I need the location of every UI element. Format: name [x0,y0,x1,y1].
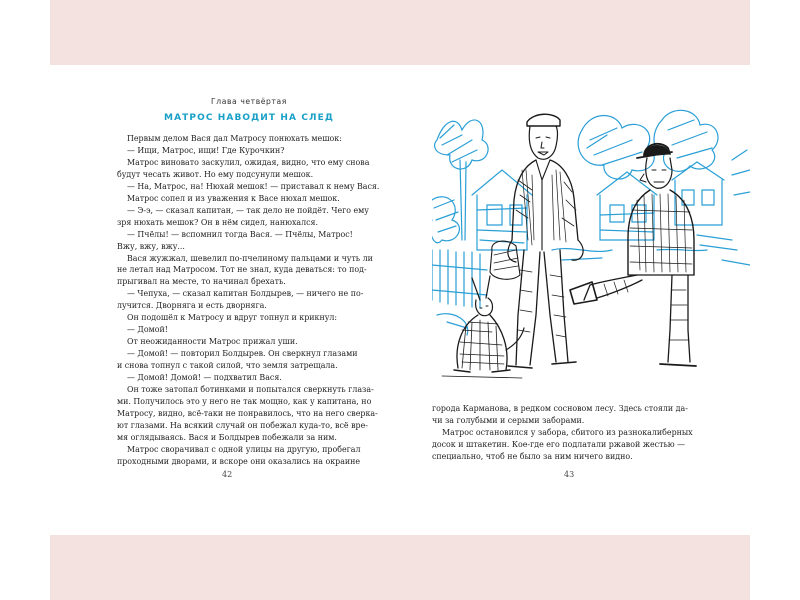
text-line: Вжу, вжу, вжу... [117,241,185,251]
text-line: Первым делом Вася дал Матросу понюхать мешок: [127,134,342,143]
text-line: зря нюхать мешок? Он в нём сидел, нанюхался. [117,217,319,227]
text-line: будут чесать живот. Но ему подсунули мешок. [117,169,314,179]
text-line: Он тоже затопал ботинками и попытался сверкнуть глаза- [127,385,374,395]
text-line: — Домой! — повторил Болдырев. Он сверкнул глазами [127,349,358,359]
text-line: проходными дворами, и вскоре они оказались на окраине [117,456,361,466]
text-line: лучится. Дворняга и есть дворняга. [117,301,267,311]
text-line: прыгивал на месте, то начинал брехать. [117,277,286,287]
text-line: Матрос сворачивал с одной улицы на другую, пробегал [127,444,361,454]
chapter-label: Глава четвёртая [211,97,287,106]
text-line: От неожиданности Матрос прижал уши. [127,337,298,347]
text-line: чи за голубыми и серыми заборами. [432,415,585,425]
text-line: города Карманова, в редком сосновом лесу. Здесь стояли да- [432,404,688,413]
text-line: — Ищи, Матрос, ищи! Где Курочкин? [127,145,285,155]
page-number-right: 43 [564,470,575,479]
text-line: Он подошёл к Матросу и вдруг топнул и крикнул: [127,313,338,323]
text-line: — Э-э, — сказал капитан, — так дело не пойдёт. Чего ему [127,205,369,215]
left-text-block [117,133,381,468]
chapter-title: МАТРОС НАВОДИТ НА СЛЕД [164,113,334,123]
text-line: специально, чтоб не было за ним ничего видно. [432,451,633,461]
text-line: мя оглядываясь. Вася и Болдырев побежали за ним. [117,432,337,442]
text-line: Вася жужжал, шевелил по-пчелиному пальцами и чуть ли [127,253,373,263]
illustration [432,100,750,390]
top-frame-band [50,0,750,65]
text-line: Матрос сопел и из уважения к Васе нюхал мешок. [127,193,340,203]
right-page [432,403,702,463]
text-line: не летал над Матросом. Тот не знал, куда деваться: то под- [117,265,367,275]
text-line: ми. Получилось это у него не так мощно, как у капитана, но [117,396,372,406]
bottom-frame-band [50,535,750,600]
text-line: Матросу, видно, всё-таки не понравилось, что на него сверка- [117,408,378,418]
text-line: — Чепуха, — сказал капитан Болдырев, — ничего не по- [127,289,364,299]
left-page [117,97,381,468]
right-text-block [432,403,702,463]
text-line: Матрос остановился у забора, сбитого из разнокалиберных [442,427,693,437]
text-line: и снова топнул с такой силой, что земля затрещала. [117,361,338,371]
text-line: Матрос виновато заскулил, ожидая, видно, что ему снова [127,157,370,167]
page-number-left: 42 [222,470,233,479]
text-line: досок и штакетин. Кое-где его подлатали ржавой жестью — [432,439,686,449]
text-line: ют глазами. На всякий случай он побежал куда-то, всё вре- [117,420,368,430]
text-line: — Пчёлы! — вспомнил тогда Вася. — Пчёлы, Матрос! [127,229,353,239]
text-line: — На, Матрос, на! Нюхай мешок! — приставал к нему Вася. [127,181,380,191]
text-line: — Домой! Домой! — подхватил Вася. [127,373,282,383]
text-line: — Домой! [127,325,168,335]
